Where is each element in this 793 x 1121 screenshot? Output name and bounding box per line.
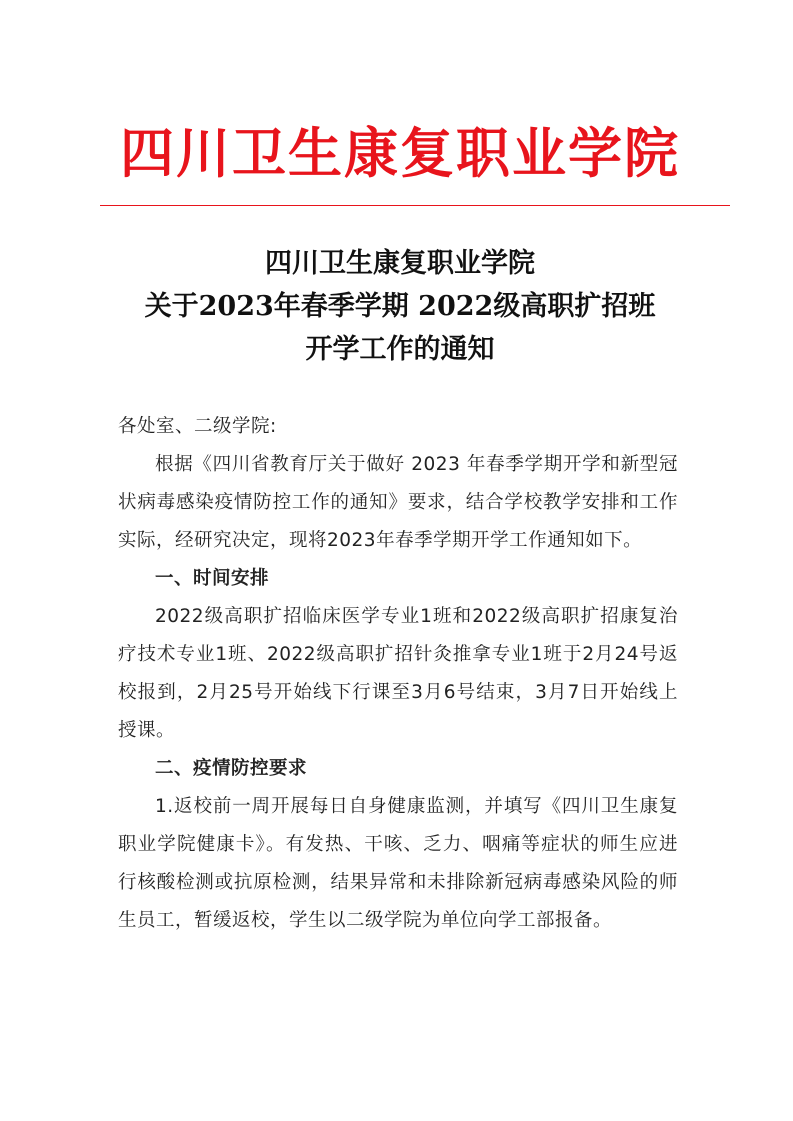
masthead-org-name: 四川卫生康复职业学院 [120, 121, 680, 185]
salutation: 各处室、二级学院: [118, 416, 277, 437]
title-line-3: 开学工作的通知 [305, 334, 495, 365]
intro-paragraph: 根据《四川省教育厅关于做好 2023 年春季学期开学和新型冠状病毒感染疫情防控工作的通知》要求，结合学校教学安排和工作实际，经研究决定，现将2023年春季学期开学工作通知如下。 [118, 454, 678, 551]
notice-title [100, 242, 700, 371]
section-2-heading: 二、疫情防控要求 [155, 758, 308, 779]
section-1-body: 2022级高职扩招临床医学专业1班和2022级高职扩招康复治疗技术专业1班、2022级高职扩招针灸推拿专业1班于2月24号返校报到，2月25号开始线下行课至3月6号结束，3月7日开始线上授课。 [118, 606, 678, 741]
notice-body [118, 408, 678, 940]
title-line-2: 关于2023年春季学期 2022级高职扩招班 [144, 291, 656, 322]
section-2-item-1: 1.返校前一周开展每日自身健康监测，并填写《四川卫生康复职业学院健康卡》。有发热、干咳、乏力、咽痛等症状的师生应进行核酸检测或抗原检测，结果异常和未排除新冠病毒感染风险的师生员工，暂缓返校，学生以二级学院为单位向学工部报备。 [118, 796, 678, 931]
section-1-heading: 一、时间安排 [155, 568, 270, 589]
title-line-1: 四川卫生康复职业学院 [265, 248, 535, 279]
masthead-red-rule [100, 205, 730, 206]
